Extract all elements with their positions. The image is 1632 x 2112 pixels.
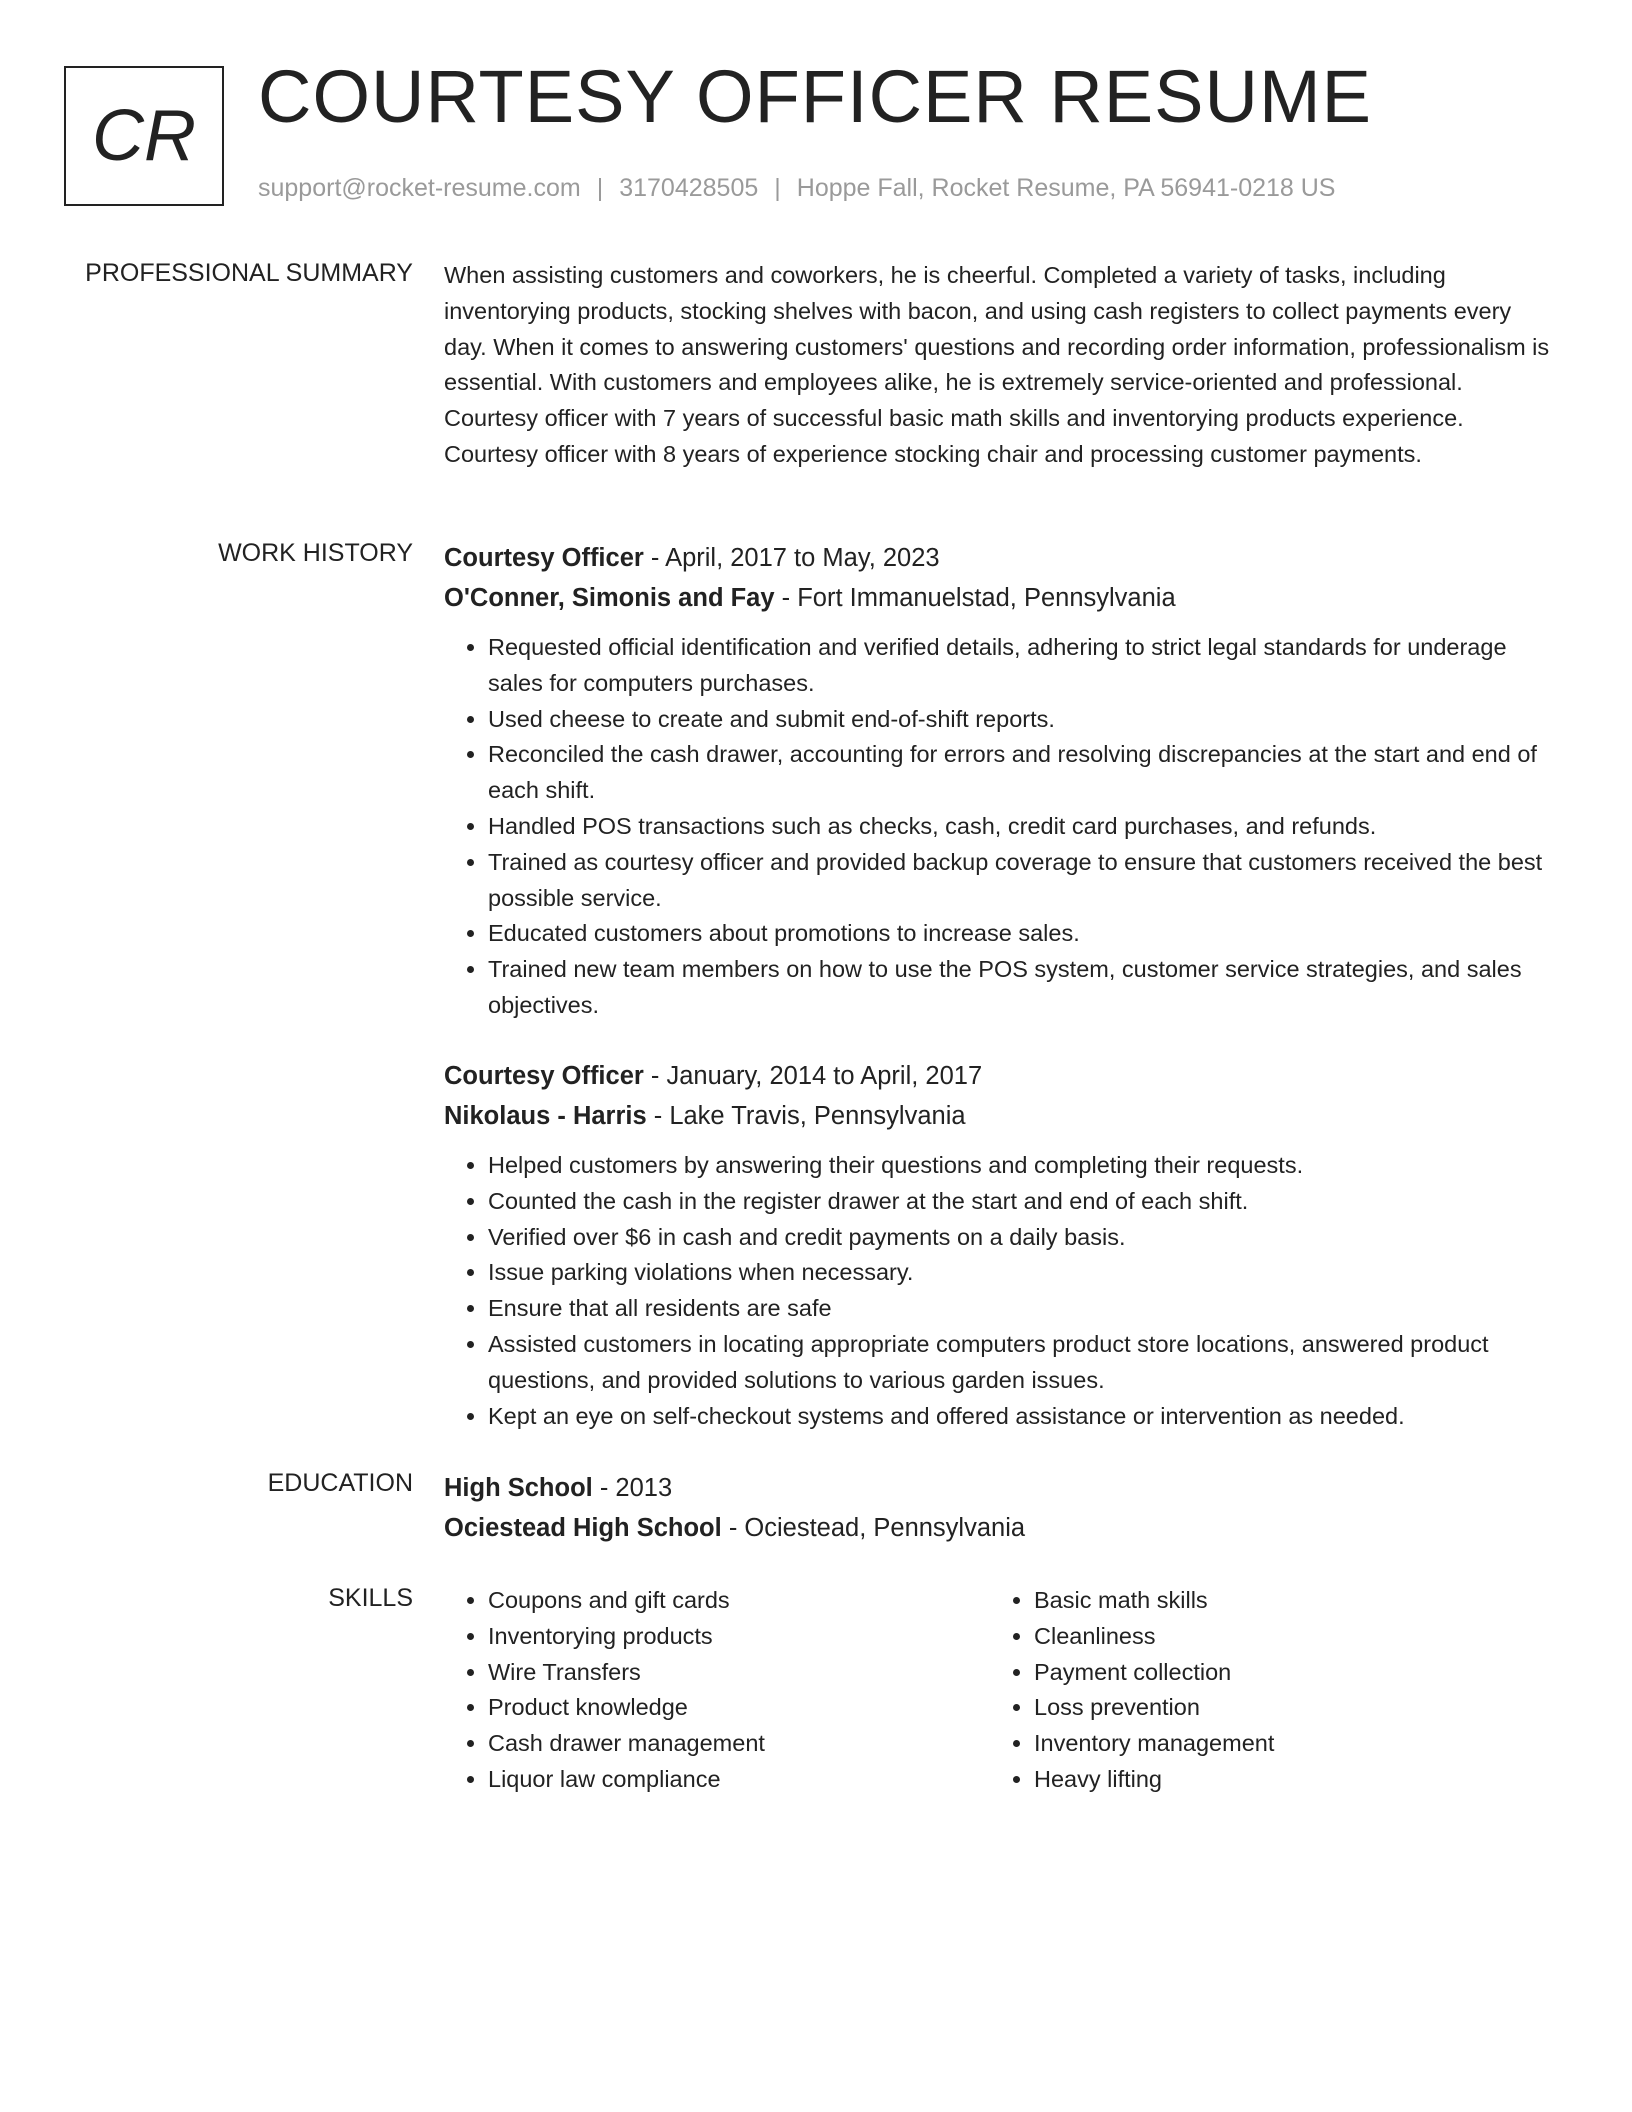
education-location: - Ociestead, Pennsylvania: [721, 1514, 1026, 1542]
education-school-line: [444, 1508, 1560, 1548]
list-item: • Educated customers about promotions to increase sales.: [488, 916, 1560, 952]
contact-address: Hoppe Fall, Rocket Resume, PA 56941-0218 US: [796, 174, 1336, 202]
job-company-line: [444, 578, 1560, 618]
education-school: Ociestead High School: [444, 1514, 722, 1542]
skill-item: • Wire Transfers: [488, 1655, 990, 1691]
list-item: • Counted the cash in the register drawer at the start and end of each shift.: [488, 1184, 1560, 1220]
job-bullets: [444, 630, 1560, 1024]
job-title: Courtesy Officer: [444, 1062, 644, 1090]
education-body: [444, 1468, 1560, 1548]
skills-body: [444, 1583, 1560, 1798]
job-title: Courtesy Officer: [444, 544, 644, 572]
work-body: [444, 1056, 1560, 1434]
skill-item: • Inventorying products: [488, 1619, 990, 1655]
skill-item: • Payment collection: [1034, 1655, 1536, 1691]
job-location: - Fort Immanuelstad, Pennsylvania: [774, 584, 1176, 612]
education-year: - 2013: [592, 1474, 673, 1502]
list-item: • Helped customers by answering their questions and completing their requests.: [488, 1148, 1560, 1184]
skill-item: • Product knowledge: [488, 1690, 990, 1726]
job-company: O'Conner, Simonis and Fay: [444, 584, 775, 612]
skill-item: • Loss prevention: [1034, 1690, 1536, 1726]
skills-list-right: [990, 1583, 1536, 1798]
job-location: - Lake Travis, Pennsylvania: [646, 1102, 966, 1130]
list-item: • Kept an eye on self-checkout systems and offered assistance or intervention as needed.: [488, 1399, 1560, 1435]
list-item: • Used cheese to create and submit end-of-shift reports.: [488, 702, 1560, 738]
skill-item: • Liquor law compliance: [488, 1762, 990, 1798]
list-item: • Requested official identification and verified details, adhering to strict legal standards for underage sales for computers purchases.: [488, 630, 1560, 702]
skills-list-left: [444, 1583, 990, 1798]
list-item: • Handled POS transactions such as checks, cash, credit card purchases, and refunds.: [488, 809, 1560, 845]
job-company-line: [444, 1096, 1560, 1136]
list-item: • Trained new team members on how to use the POS system, customer service strategies, and sales objectives.: [488, 952, 1560, 1024]
skill-item: • Coupons and gift cards: [488, 1583, 990, 1619]
monogram: CR: [64, 66, 224, 206]
list-item: • Trained as courtesy officer and provided backup coverage to ensure that customers received the best possible service.: [488, 845, 1560, 917]
section-label-skills: SKILLS: [328, 1584, 413, 1612]
list-item: • Assisted customers in locating appropriate computers product store locations, answered product questions, and provided solutions to various garden issues.: [488, 1327, 1560, 1399]
skill-item: • Cash drawer management: [488, 1726, 990, 1762]
list-item: • Issue parking violations when necessary.: [488, 1255, 1560, 1291]
job-title-line: [444, 1056, 1560, 1096]
summary-body: [444, 258, 1560, 473]
contact-phone: 3170428505: [619, 174, 759, 202]
skill-item: • Cleanliness: [1034, 1619, 1536, 1655]
job-dates: - April, 2017 to May, 2023: [643, 544, 940, 572]
section-label-summary: PROFESSIONAL SUMMARY: [85, 259, 413, 287]
work-body: [444, 538, 1560, 1024]
job-title-line: [444, 538, 1560, 578]
summary-text: When assisting customers and coworkers, he is cheerful. Completed a variety of tasks, including inventorying products, stocking shelves with bacon, and using cash registers to collect payments every day. When it comes to answering customers' questions and recording order information, professionalism is essential. With customers and employees alike, he is extremely service-oriented and professional. Courtesy officer with 7 years of successful basic math skills and inventorying products experience. Courtesy officer with 8 years of experience stocking chair and processing customer payments.: [444, 262, 1550, 467]
education-degree-line: [444, 1468, 1560, 1508]
section-label-education: EDUCATION: [267, 1469, 413, 1497]
list-item: • Ensure that all residents are safe: [488, 1291, 1560, 1327]
contact-separator: |: [774, 174, 781, 202]
job-bullets: [444, 1148, 1560, 1434]
skill-item: • Heavy lifting: [1034, 1762, 1536, 1798]
skill-item: • Inventory management: [1034, 1726, 1536, 1762]
list-item: • Reconciled the cash drawer, accounting for errors and resolving discrepancies at the start and end of each shift.: [488, 737, 1560, 809]
education-degree: High School: [444, 1474, 593, 1502]
page-title: COURTESY OFFICER RESUME: [258, 55, 1372, 138]
job-entry: [444, 1056, 1560, 1434]
job-company: Nikolaus - Harris: [444, 1102, 647, 1130]
job-entry: [444, 538, 1560, 1024]
contact-email: support@rocket-resume.com: [258, 174, 581, 202]
contact-separator: |: [596, 174, 604, 202]
contact-line: [258, 174, 1336, 203]
section-label-work: WORK HISTORY: [218, 539, 413, 567]
list-item: • Verified over $6 in cash and credit payments on a daily basis.: [488, 1220, 1560, 1256]
skills-columns: [444, 1583, 1560, 1798]
skill-item: • Basic math skills: [1034, 1583, 1536, 1619]
job-dates: - January, 2014 to April, 2017: [643, 1062, 983, 1090]
